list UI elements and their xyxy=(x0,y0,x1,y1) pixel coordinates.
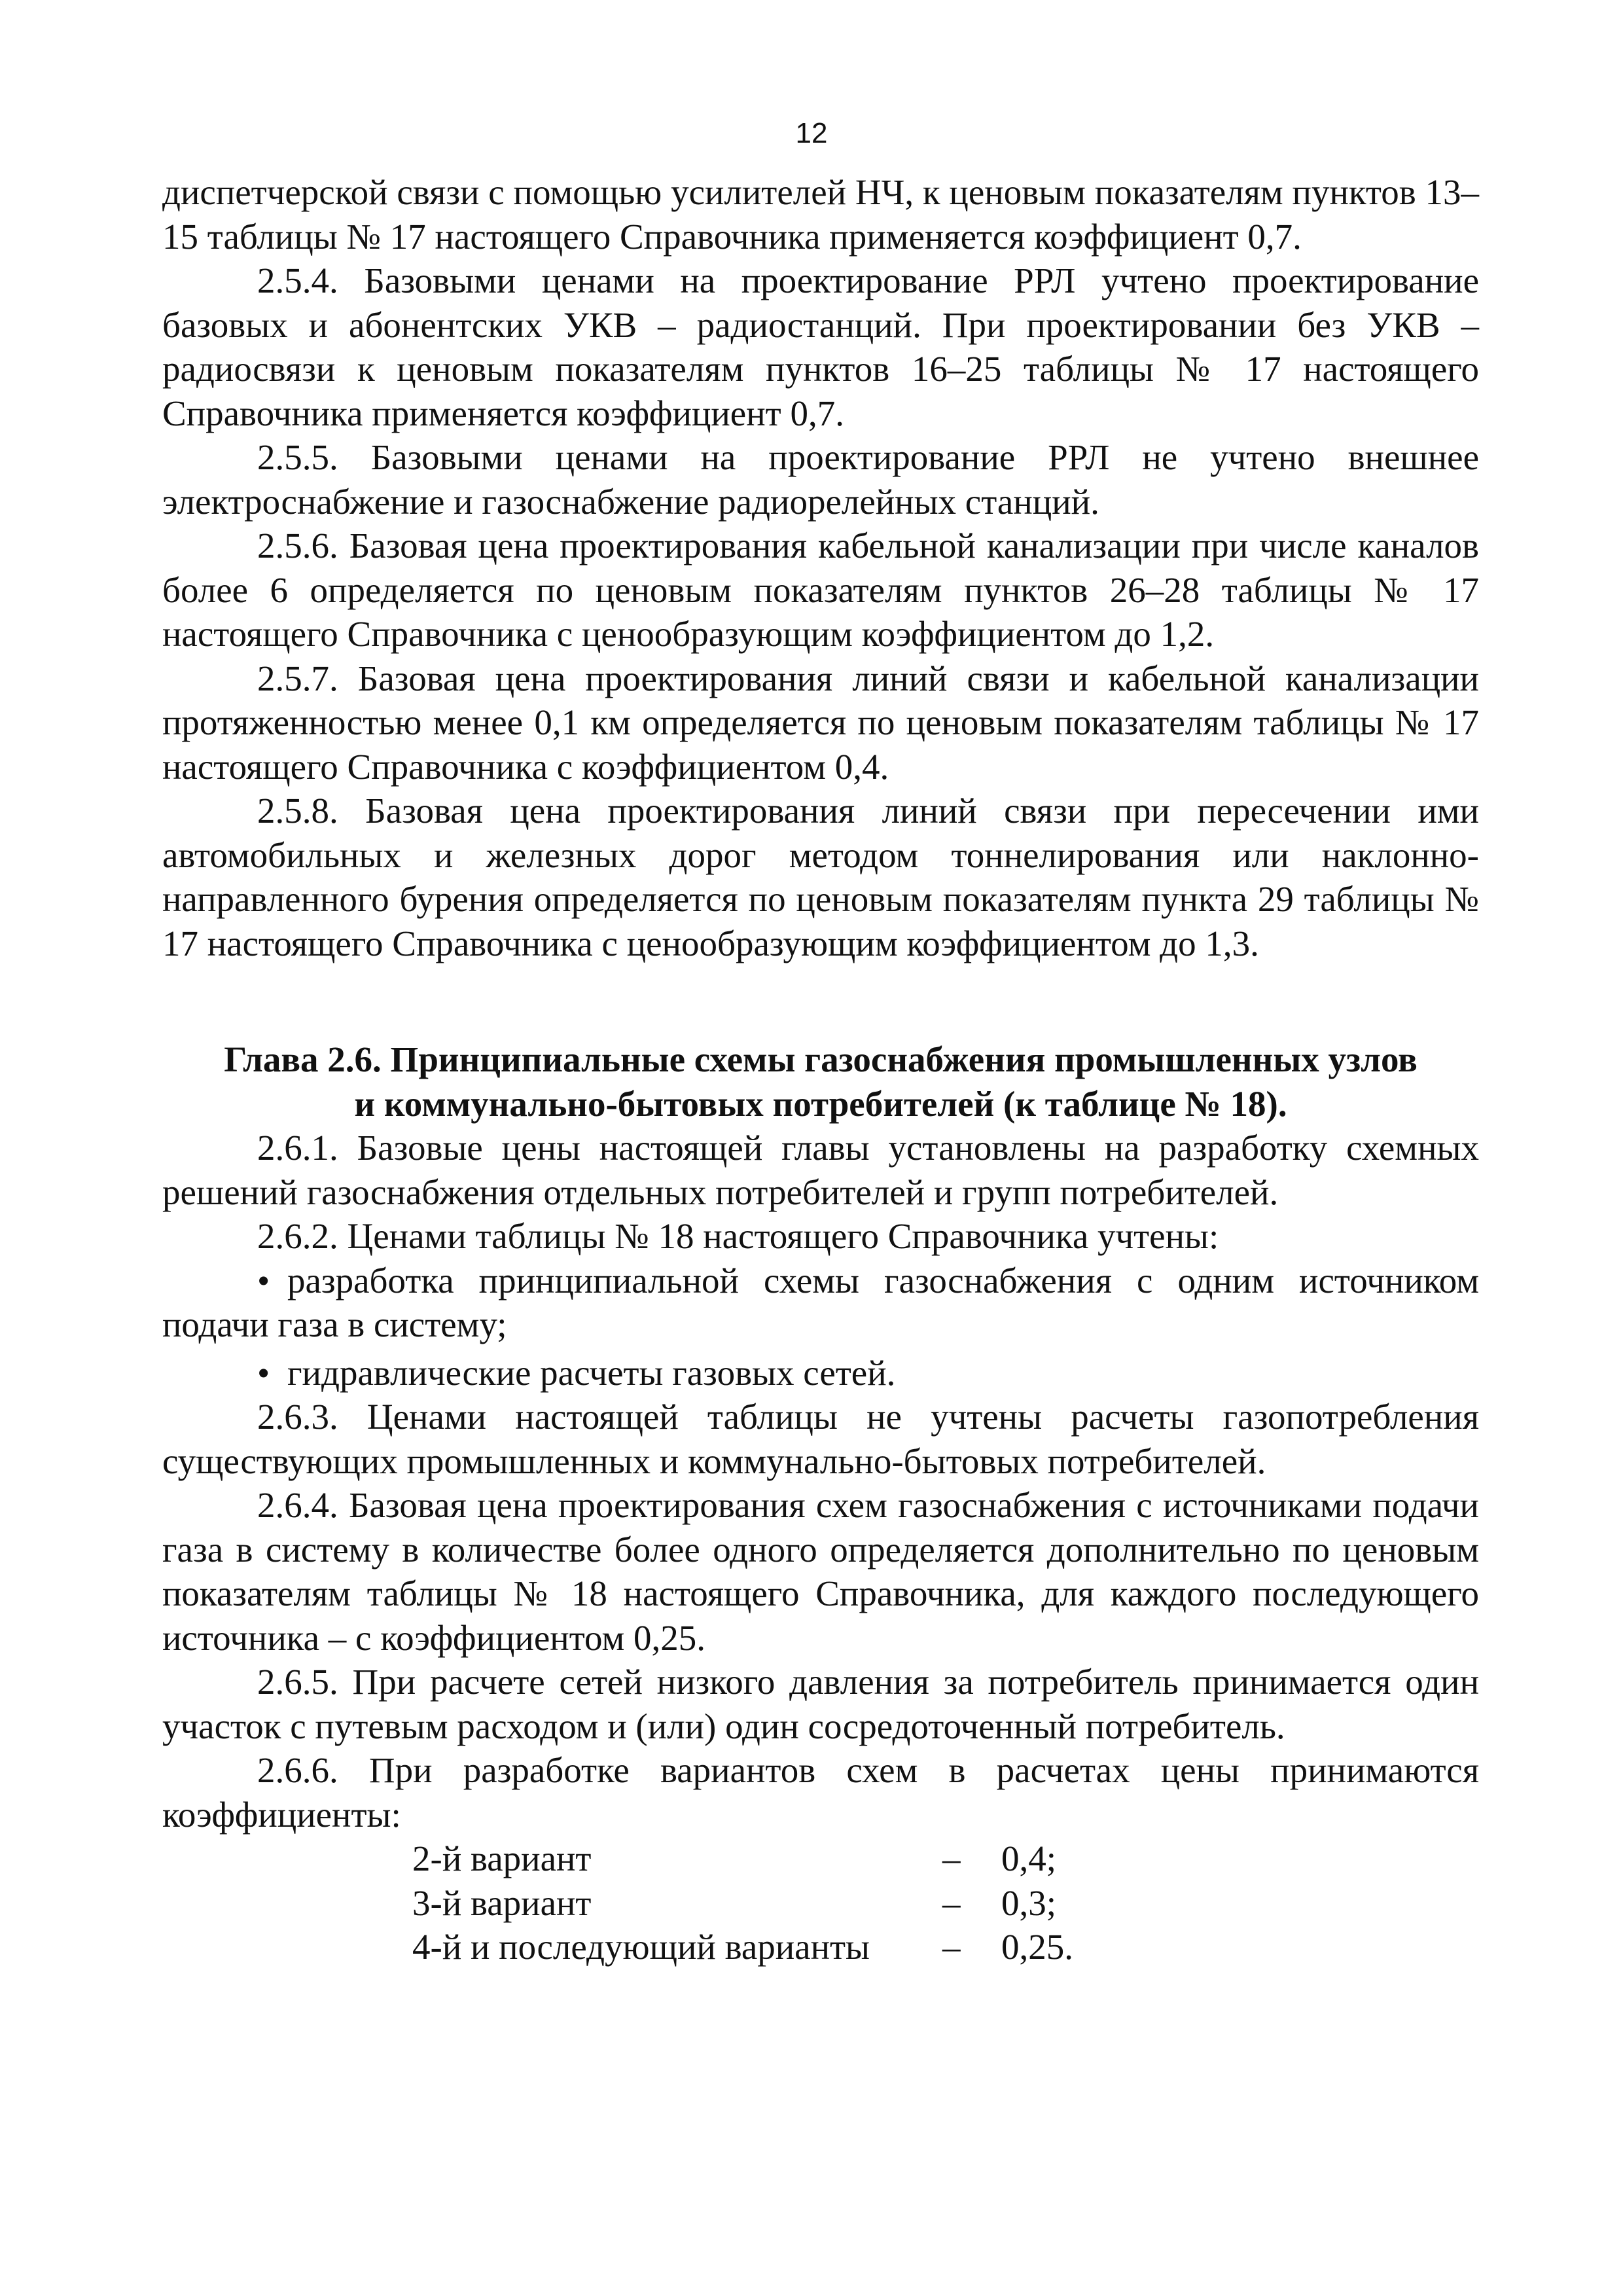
bullet-icon: • xyxy=(257,1352,270,1393)
paragraph-2-6-6: 2.6.6. При разработке вариантов схем в расчетах цены принимаются коэффициенты: xyxy=(162,1750,1479,1835)
chapter-heading xyxy=(162,1037,1479,1126)
paragraph-2-5-7: 2.5.7. Базовая цена проектирования линий связи и кабельной канализации протяженностью менее 0,1 км определяется по ценовым показателям таблицы № 17 настоящего Справочника с коэффициентом 0,4. xyxy=(162,658,1479,787)
coefficient-value: 0,4; xyxy=(1001,1839,1057,1878)
coefficient-dash: – xyxy=(942,1927,961,1967)
coefficient-value: 0,25. xyxy=(1001,1927,1073,1967)
paragraph-2-6-2: 2.6.2. Ценами таблицы № 18 настоящего Справочника учтены: xyxy=(257,1216,1219,1256)
paragraph-2-5-4: 2.5.4. Базовыми ценами на проектирование РРЛ учтено проектирование базовых и абонентских УКВ – радиостанций. При проектировании без УКВ – радиосвязи к ценовым показателям пунктов 16–25 таблицы № 17 настоящего Справочника применяется коэффициент 0,7. xyxy=(162,260,1479,433)
paragraph-2-5-8: 2.5.8. Базовая цена проектирования линий связи при пересечении ими автомобильных и железных дорог методом тоннелирования или наклонно-направленного бурения определяется по ценовым показателям пункта 29 таблицы № 17 настоящего Справочника с ценообразующим коэффициентом до 1,3. xyxy=(162,791,1479,963)
bullet-text: разработка принципиальной схемы газоснабжения с одним источником подачи газа в систему; xyxy=(162,1260,1479,1344)
paragraph-2-5-5: 2.5.5. Базовыми ценами на проектирование РРЛ не учтено внешнее электроснабжение и газоснабжение радиорелейных станций. xyxy=(162,437,1479,522)
bullet-icon: • xyxy=(257,1260,270,1300)
coefficient-variant: 2-й вариант xyxy=(412,1839,592,1878)
coefficient-row xyxy=(412,1837,1073,1881)
page-number: 12 xyxy=(795,117,828,149)
coefficient-variant: 3-й вариант xyxy=(412,1882,592,1923)
paragraph-2-6-1: 2.6.1. Базовые цены настоящей главы установлены на разработку схемных решений газоснабжения отдельных потребителей и групп потребителей. xyxy=(162,1128,1479,1212)
paragraph-2-6-4: 2.6.4. Базовая цена проектирования схем газоснабжения с источниками подачи газа в систему в количестве более одного определяется дополнительно по ценовым показателям таблицы № 18 настоящего Справочника, для каждого последующего источника – с коэффициентом 0,25. xyxy=(162,1485,1479,1658)
coefficient-row xyxy=(412,1881,1073,1926)
document-body xyxy=(162,170,1479,1969)
coefficient-value: 0,3; xyxy=(1001,1882,1057,1923)
bullet-text: гидравлические расчеты газовых сетей. xyxy=(287,1352,896,1393)
coefficient-dash: – xyxy=(942,1882,961,1923)
coefficient-variant: 4-й и последующий варианты xyxy=(412,1927,870,1967)
coefficient-dash: – xyxy=(942,1839,961,1878)
bullet-item xyxy=(162,1259,1479,1347)
bullet-item xyxy=(162,1351,1479,1395)
paragraph-2-6-3: 2.6.3. Ценами настоящей таблицы не учтены расчеты газопотребления существующих промышленных и коммунально-бытовых потребителей. xyxy=(162,1397,1479,1481)
paragraph-continuation: диспетчерской связи с помощью усилителей НЧ, к ценовым показателям пунктов 13–15 таблицы № 17 настоящего Справочника применяется коэффициент 0,7. xyxy=(162,172,1479,257)
paragraph-2-6-5: 2.6.5. При расчете сетей низкого давления за потребитель принимается один участок с путевым расходом и (или) один сосредоточенный потребитель. xyxy=(162,1662,1479,1746)
paragraph-2-5-6: 2.5.6. Базовая цена проектирования кабельной канализации при числе каналов более 6 определяется по ценовым показателям пунктов 26–28 таблицы № 17 настоящего Справочника с ценообразующим коэффициентом до 1,2. xyxy=(162,526,1479,654)
coefficients-table xyxy=(412,1837,1073,1969)
coefficient-row xyxy=(412,1925,1073,1969)
chapter-heading-line1: Глава 2.6. Принципиальные схемы газоснабжения промышленных узлов xyxy=(224,1039,1418,1079)
chapter-heading-line2: и коммунально-бытовых потребителей (к таблице № 18). xyxy=(354,1083,1287,1124)
